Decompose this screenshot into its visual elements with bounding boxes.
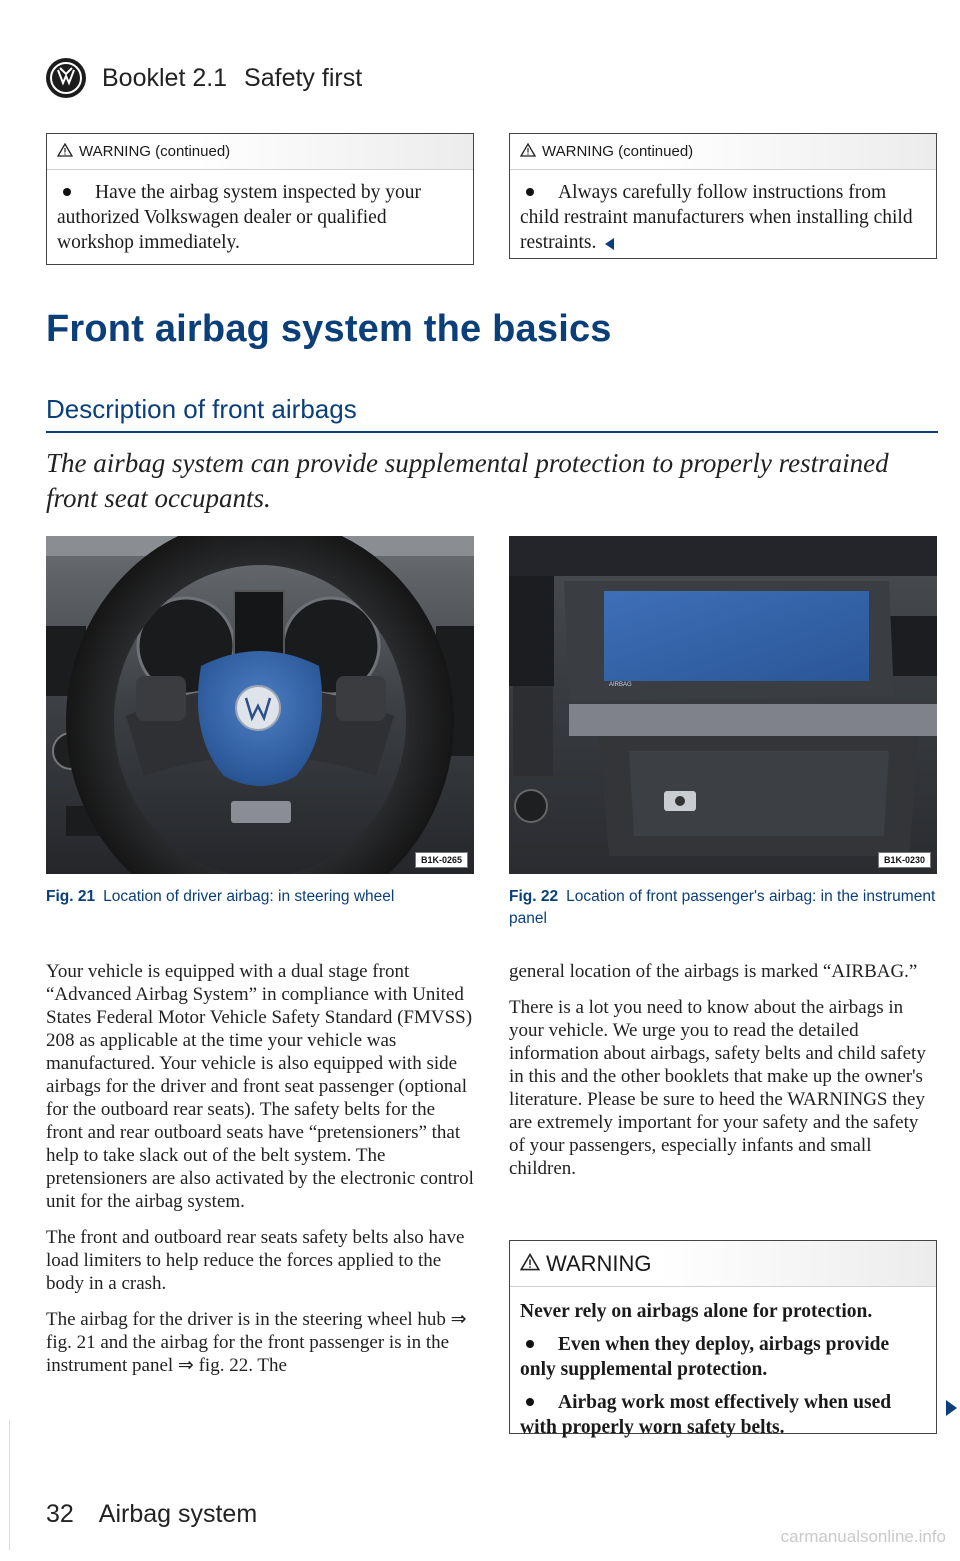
figure-code: B1K-0230	[878, 852, 931, 868]
figure-label: Fig. 21	[46, 888, 96, 905]
figure-22-instrument-panel	[509, 536, 937, 874]
heading-rule	[46, 431, 938, 433]
bullet-dot-icon	[526, 188, 534, 196]
figure-label: Fig. 22	[509, 888, 559, 905]
subsection-heading: Description of front airbags	[46, 394, 357, 424]
airbag-marking: AIRBAG	[609, 682, 632, 688]
warning-header	[510, 134, 936, 170]
volkswagen-logo-icon	[46, 58, 86, 98]
warning-bullet	[520, 180, 926, 255]
warning-header	[510, 1241, 936, 1287]
watermark: carmanualsonline.info	[780, 1527, 946, 1546]
bullet-dot-icon	[63, 188, 71, 196]
body-paragraph: Your vehicle is equipped with a dual stage front “Advanced Airbag System” in compliance with United States Federal Motor Vehicle Safety Standard (FMVSS) 208 as applicable at the time your vehicle was manufactured. Your vehicle is also equipped with side airbags for the driver and front seat passenger (optional for the outboard rear seats). The safety belts for the front and rear outboard seats have “pretensioners” that help to take slack out of the belt system. The pretensioners are also activated by the electronic control unit for the airbag system.	[46, 961, 474, 1212]
body-paragraph: There is a lot you need to know about the airbags in your vehicle. We urge you to read the detailed information about airbags, safety belts and child safety in this and the other booklets that make up the owner's literature. Please be sure to heed the WARNINGS they are extremely important for your safety and the safety of your passengers, especially infants and small children.	[509, 997, 926, 1179]
body-column-right	[509, 960, 937, 1193]
end-of-section-arrow-icon	[605, 238, 614, 250]
instrument-panel-illustration	[509, 536, 937, 874]
warning-header	[47, 134, 473, 170]
warning-title: WARNING (continued)	[79, 143, 231, 160]
figure-code: B1K-0265	[415, 852, 468, 868]
lead-paragraph: The airbag system can provide supplemental protection to properly restrained front seat occupants.	[46, 448, 889, 513]
steering-wheel-illustration	[46, 536, 474, 874]
warning-triangle-icon	[520, 1251, 540, 1277]
warning-bullet	[520, 1390, 926, 1440]
figure-caption-text: Location of front passenger's airbag: in the instrument panel	[509, 888, 936, 927]
booklet-label: Booklet 2.1	[102, 63, 228, 92]
warning-bullet-text: Always carefully follow instructions from child restraint manufacturers when installing child restraints.	[520, 182, 913, 253]
chapter-name: Airbag system	[98, 1500, 258, 1528]
page-header	[46, 58, 362, 98]
warning-bullet-text: Have the airbag system inspected by your authorized Volkswagen dealer or qualified workshop immediately.	[57, 182, 421, 253]
warning-title: WARNING (continued)	[542, 143, 694, 160]
margin-line	[9, 1420, 10, 1550]
header-title	[102, 64, 362, 93]
warning-box-continued-right	[509, 133, 937, 259]
bullet-dot-icon	[526, 1398, 534, 1406]
warning-bullet	[520, 1332, 926, 1382]
page-number: 32	[46, 1500, 74, 1528]
figure-21-steering-wheel	[46, 536, 474, 874]
warning-intro: Never rely on airbags alone for protection.	[520, 1301, 873, 1322]
body-paragraph: The front and outboard rear seats safety belts also have load limiters to help reduce the forces applied to the body in a crash.	[46, 1227, 465, 1294]
figure-caption-text: Location of driver airbag: in steering wheel	[103, 888, 395, 905]
warning-triangle-icon	[57, 143, 73, 161]
warning-bullet-text: Airbag work most effectively when used with properly worn safety belts.	[520, 1392, 892, 1438]
warning-title: WARNING	[546, 1250, 652, 1276]
warning-box-main	[509, 1240, 937, 1438]
body-paragraph: The airbag for the driver is in the steering wheel hub ⇒ fig. 21 and the airbag for the front passenger is in the instrument panel ⇒ fig. 22. The	[46, 1309, 467, 1376]
warning-body	[47, 170, 473, 263]
figure-22-caption	[509, 886, 941, 930]
continued-arrow-icon	[946, 1400, 957, 1416]
body-paragraph: general location of the airbags is marked “AIRBAG.”	[509, 961, 918, 982]
warning-triangle-icon	[520, 143, 536, 161]
body-column-left	[46, 960, 476, 1390]
warning-body	[510, 1287, 936, 1456]
warning-bullet	[57, 180, 463, 255]
figure-21-caption	[46, 886, 478, 908]
warning-box-continued-left	[46, 133, 474, 265]
page-footer	[46, 1500, 257, 1529]
warning-bullet-text: Even when they deploy, airbags provide only supplemental protection.	[520, 1334, 890, 1380]
bullet-dot-icon	[526, 1340, 534, 1348]
warning-body	[510, 170, 936, 263]
section-heading: Front airbag system the basics	[46, 308, 612, 350]
section-label: Safety first	[244, 63, 363, 92]
